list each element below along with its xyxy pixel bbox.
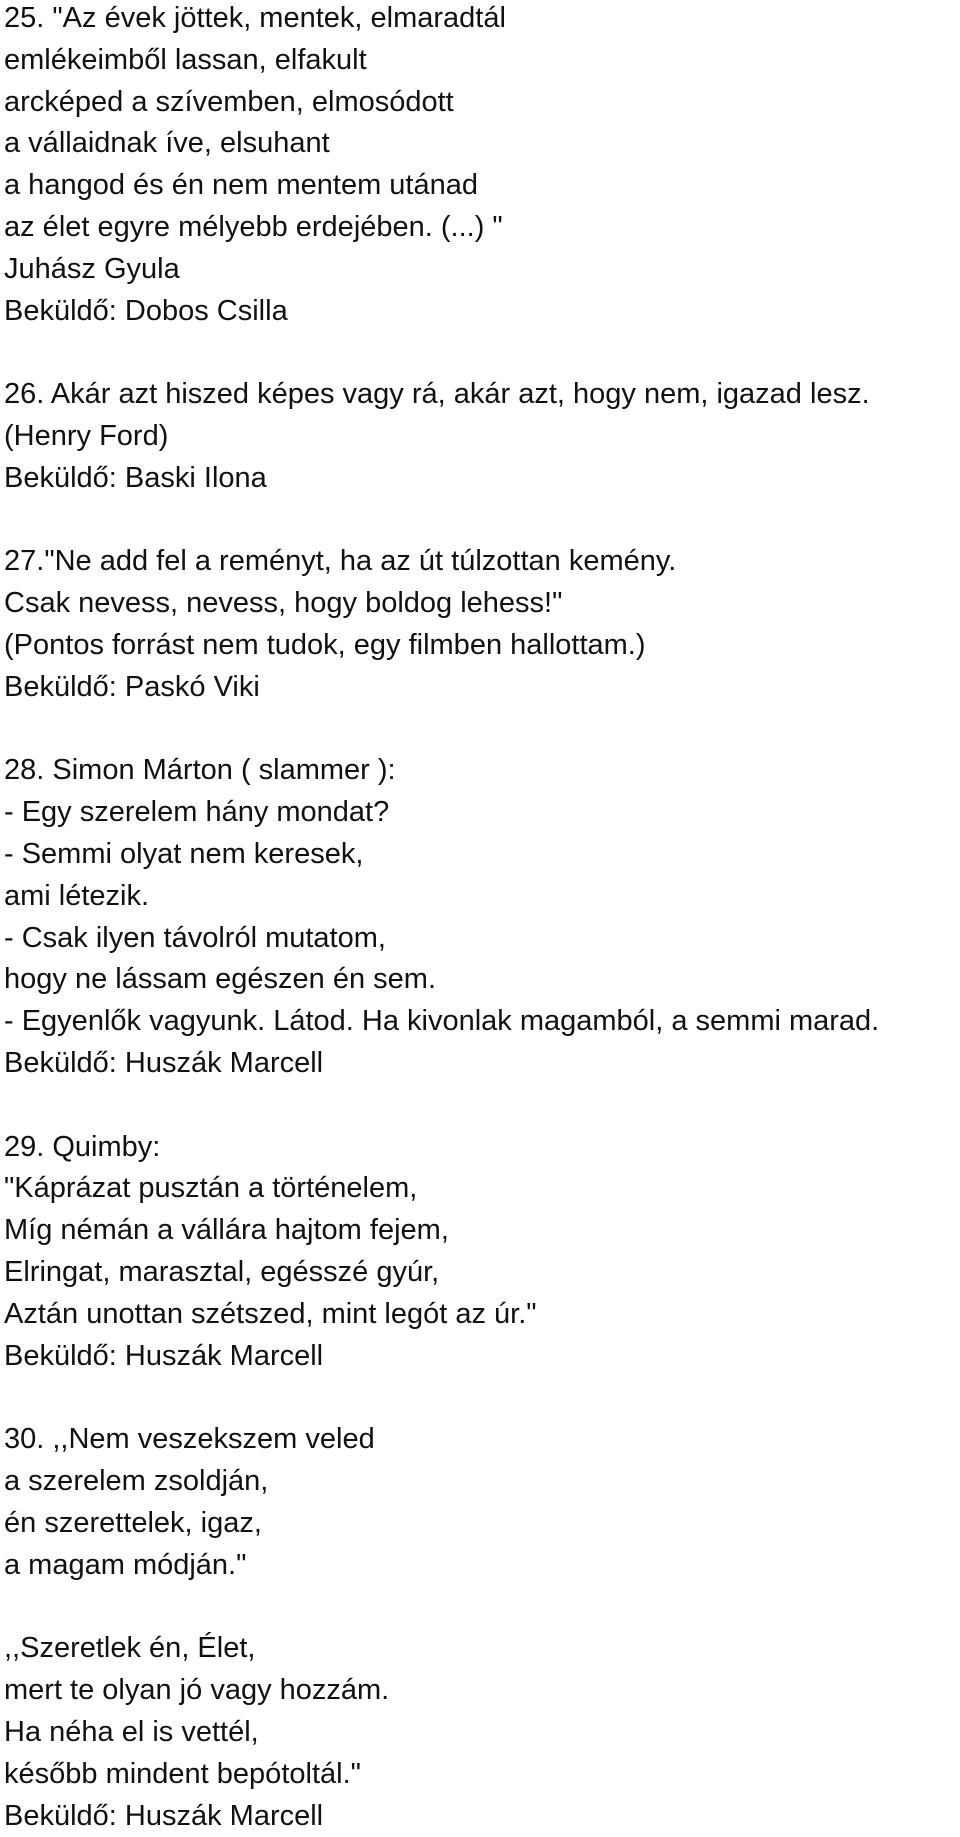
- sender-line: Beküldő: Huszák Marcell: [4, 1047, 324, 1079]
- text-line: a magam módján.": [4, 1549, 247, 1581]
- text-line: később mindent bepótoltál.": [4, 1758, 361, 1790]
- text-line: a szerelem zsoldján,: [4, 1465, 269, 1497]
- text-line: Elringat, marasztal, egésszé gyúr,: [4, 1256, 440, 1288]
- text-line: 29. Quimby:: [4, 1131, 161, 1163]
- text-line: - Csak ilyen távolról mutatom,: [4, 922, 386, 954]
- text-line: emlékeimből lassan, elfakult: [4, 44, 367, 76]
- text-line: - Egyenlők vagyunk. Látod. Ha kivonlak magamból, a semmi marad.: [4, 1005, 880, 1037]
- author-line: (Henry Ford): [4, 420, 169, 452]
- text-line: "Káprázat pusztán a történelem,: [4, 1172, 418, 1204]
- text-line: mert te olyan jó vagy hozzám.: [4, 1674, 390, 1706]
- text-line: Míg némán a vállára hajtom fejem,: [4, 1214, 449, 1246]
- sender-line: Beküldő: Huszák Marcell: [4, 1340, 324, 1372]
- sender-line: Beküldő: Baski Ilona: [4, 462, 267, 494]
- text-line: hogy ne lássam egészen én sem.: [4, 963, 437, 995]
- text-line: ami létezik.: [4, 880, 150, 912]
- text-line: arcképed a szívemben, elmosódott: [4, 86, 454, 118]
- text-line: 27."Ne add fel a reményt, ha az út túlzottan kemény.: [4, 545, 677, 577]
- text-line: 30. ,,Nem veszekszem veled: [4, 1423, 375, 1455]
- text-line: 28. Simon Márton ( slammer ):: [4, 754, 396, 786]
- text-line: 26. Akár azt hiszed képes vagy rá, akár azt, hogy nem, igazad lesz.: [4, 378, 870, 410]
- text-line: (Pontos forrást nem tudok, egy filmben hallottam.): [4, 629, 646, 661]
- text-line: az élet egyre mélyebb erdejében. (...) ": [4, 211, 503, 243]
- text-line: Csak nevess, nevess, hogy boldog lehess!": [4, 587, 563, 619]
- author-line: Juhász Gyula: [4, 253, 180, 285]
- sender-line: Beküldő: Dobos Csilla: [4, 295, 288, 327]
- text-line: - Egy szerelem hány mondat?: [4, 796, 390, 828]
- text-line: a vállaidnak íve, elsuhant: [4, 127, 330, 159]
- text-line: ,,Szeretlek én, Élet,: [4, 1632, 256, 1664]
- text-line: a hangod és én nem mentem utánad: [4, 169, 478, 201]
- sender-line: Beküldő: Paskó Viki: [4, 671, 260, 703]
- text-line: Ha néha el is vettél,: [4, 1716, 259, 1748]
- sender-line: Beküldő: Huszák Marcell: [4, 1800, 324, 1832]
- text-line: - Semmi olyat nem keresek,: [4, 838, 364, 870]
- text-line: Aztán unottan szétszed, mint legót az úr.": [4, 1298, 537, 1330]
- text-line: én szerettelek, igaz,: [4, 1507, 262, 1539]
- text-line: 25. "Az évek jöttek, mentek, elmaradtál: [4, 2, 506, 34]
